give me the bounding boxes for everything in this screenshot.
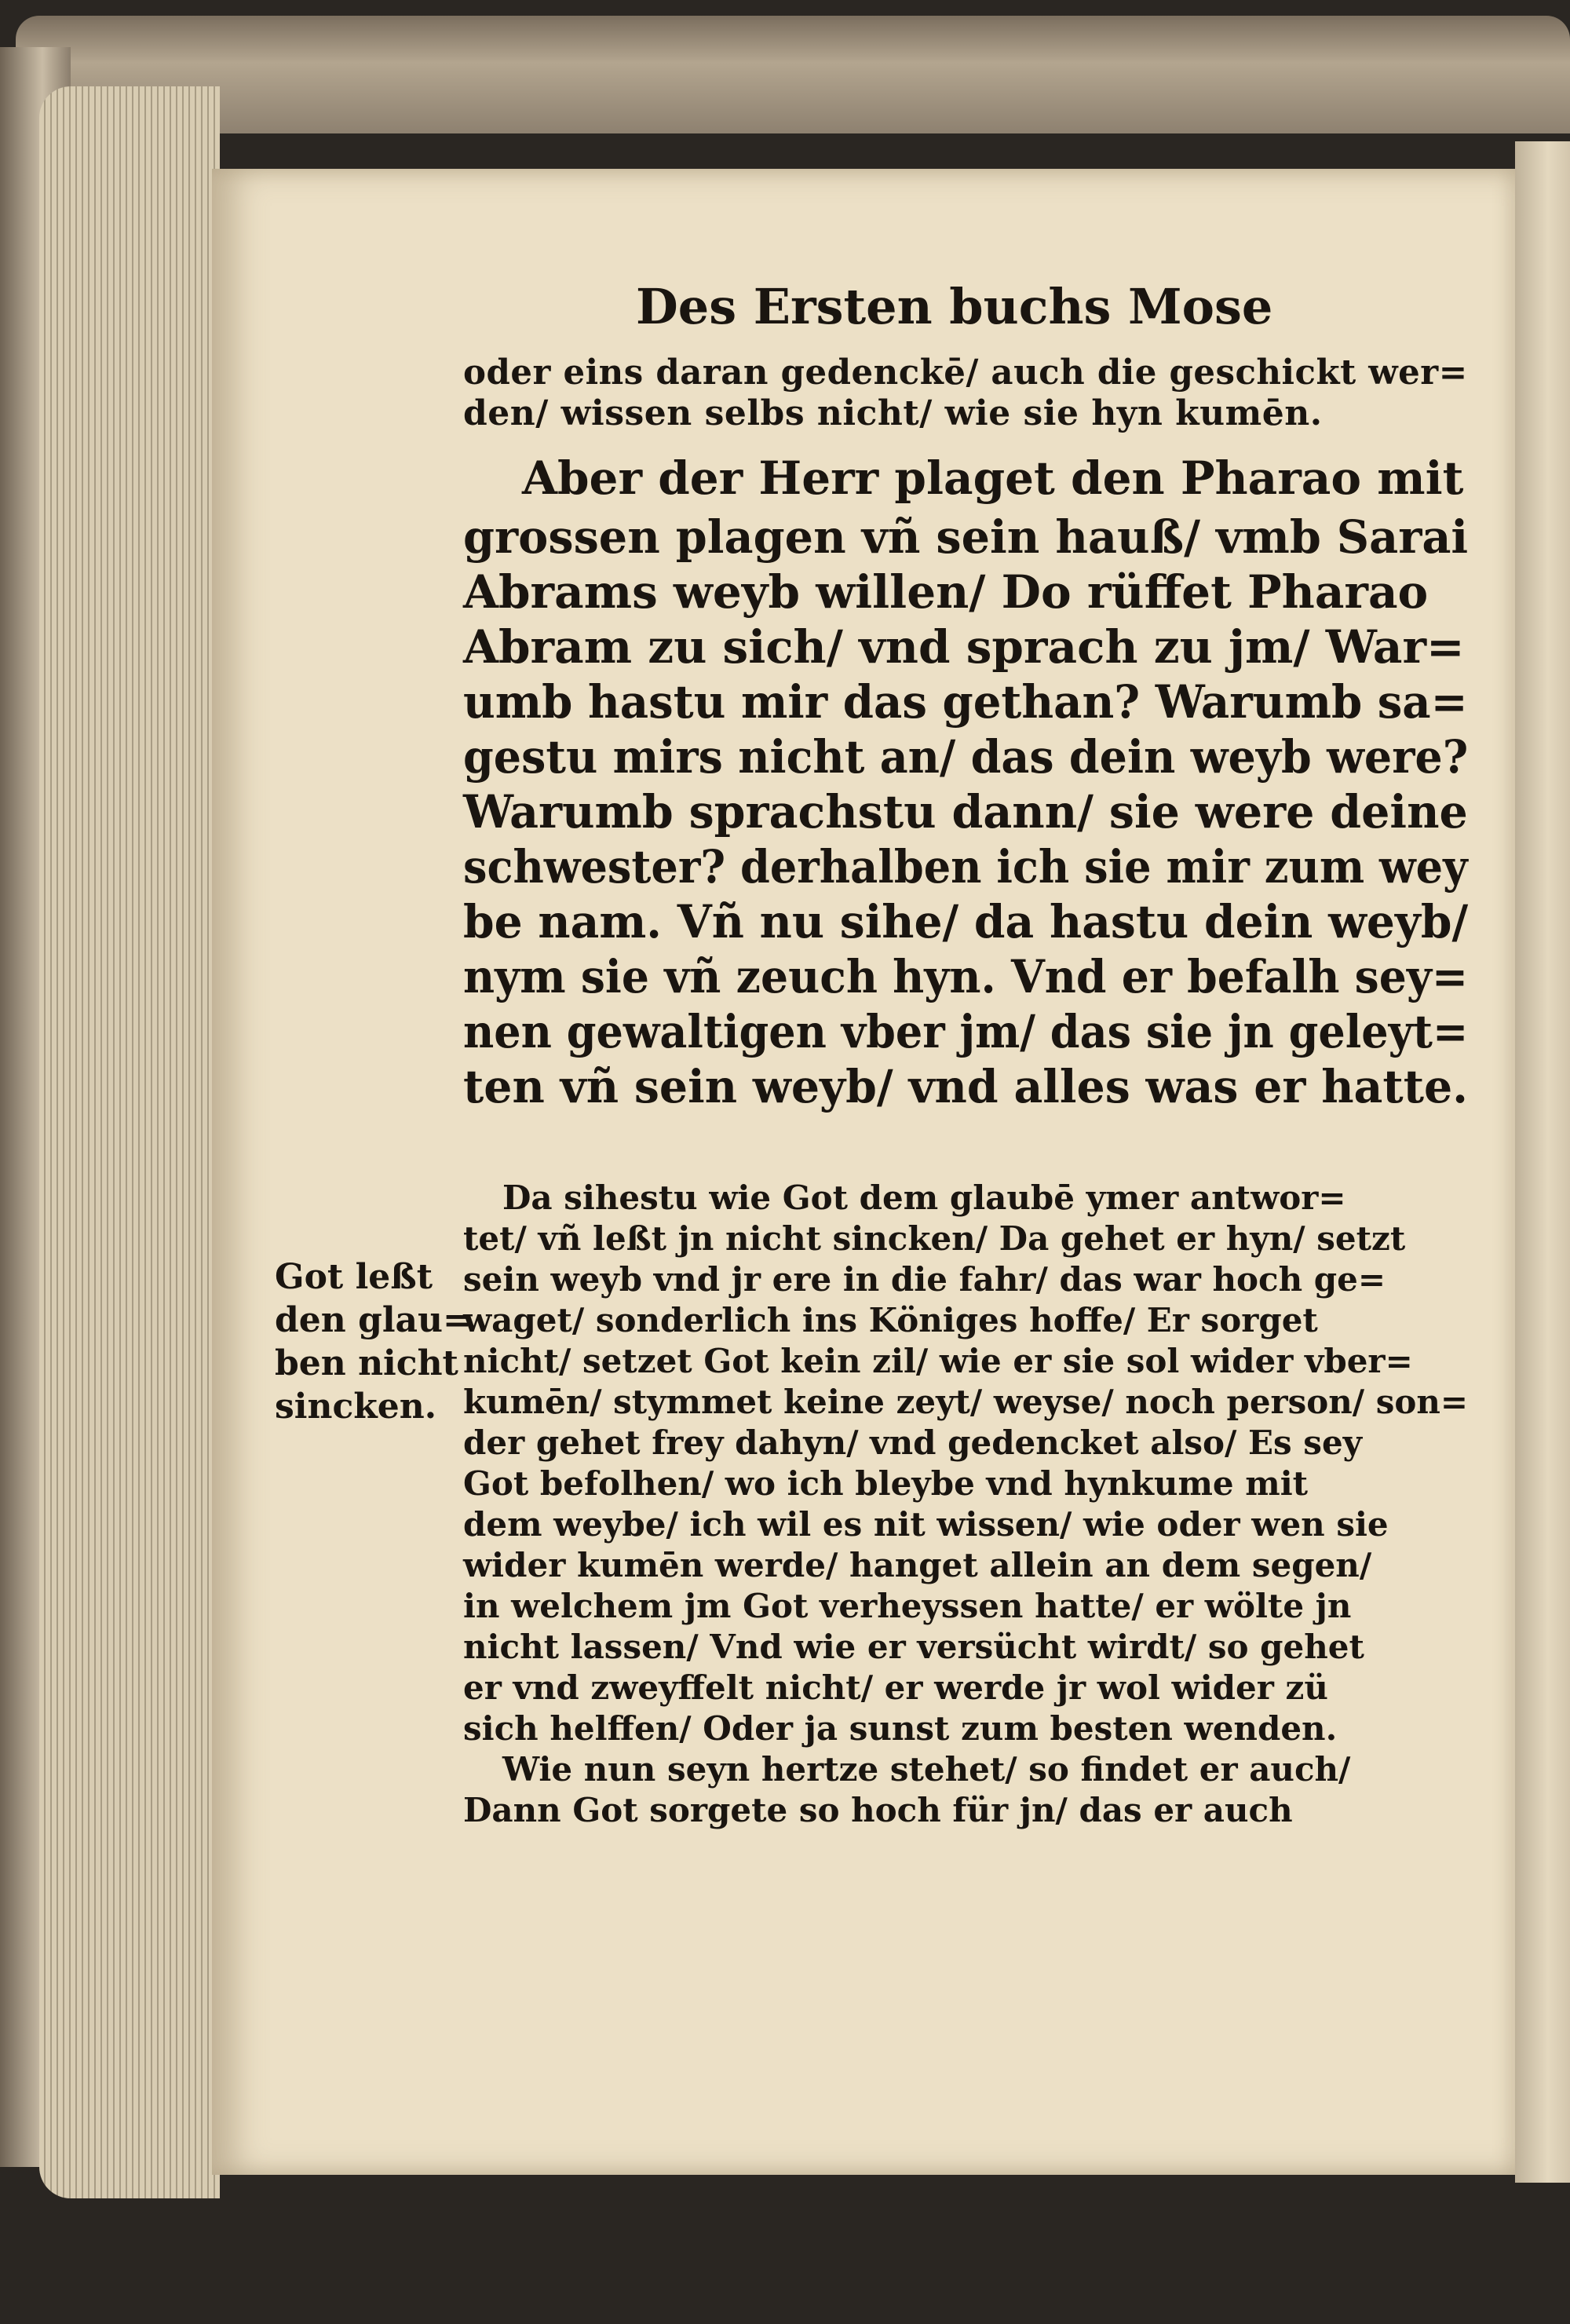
margin-gloss-line: sincken. xyxy=(275,1387,437,1427)
commentary-line: wider kumēn werde/ hanget allein an dem segen/ xyxy=(463,1546,1372,1584)
main-text-line: umb hastu mir das gethan? Warumb sa= xyxy=(463,675,1468,729)
main-text-line: grossen plagen vñ sein hauß/ vmb Sarai xyxy=(463,510,1469,564)
commentary-line: sich helffen/ Oder ja sunst zum besten wenden. xyxy=(463,1709,1338,1748)
main-text-line: be nam. Vñ nu sihe/ da hastu dein weyb/ xyxy=(463,895,1469,948)
page-stack-edges xyxy=(39,86,220,2198)
commentary-line: waget/ sonderlich ins Königes hoffe/ Er sorget xyxy=(463,1301,1318,1339)
commentary-line: Got befolhen/ wo ich bleybe vnd hynkume mit xyxy=(463,1464,1309,1503)
commentary-line: der gehet frey dahyn/ vnd gedencket also/ Es sey xyxy=(463,1423,1363,1462)
commentary-line: Da sihestu wie Got dem glaubē ymer antwor= xyxy=(502,1178,1346,1217)
page-text xyxy=(212,169,1515,2175)
commentary-line: er vnd zweyffelt nicht/ er werde jr wol wider zü xyxy=(463,1668,1328,1707)
commentary-line: nicht lassen/ Vnd wie er versücht wirdt/ so gehet xyxy=(463,1628,1364,1666)
main-text-line: ten vñ sein weyb/ vnd alles was er hatte. xyxy=(463,1060,1468,1113)
book-page xyxy=(212,169,1515,2175)
commentary-line: Wie nun seyn hertze stehet/ so findet er auch/ xyxy=(502,1750,1351,1789)
commentary-line: dem weybe/ ich wil es nit wissen/ wie oder wen sie xyxy=(463,1505,1389,1544)
book-cover-top xyxy=(16,16,1570,133)
main-text-line: schwester? derhalben ich sie mir zum wey xyxy=(463,840,1468,893)
margin-gloss-line: Got leßt xyxy=(275,1257,433,1297)
main-text-line: nym sie vñ zeuch hyn. Vnd er befalh sey= xyxy=(463,950,1469,1003)
intro-line: oder eins daran gedenckē/ auch die geschickt wer= xyxy=(463,353,1468,393)
commentary-line: sein weyb vnd jr ere in die fahr/ das war hoch ge= xyxy=(463,1260,1386,1299)
facing-page-edge xyxy=(1515,141,1570,2183)
main-text-line: Abrams weyb willen/ Do rüffet Pharao xyxy=(463,565,1429,619)
commentary-line: tet/ vñ leßt jn nicht sincken/ Da gehet er hyn/ setzt xyxy=(463,1219,1406,1258)
commentary-line: kumēn/ stymmet keine zeyt/ weyse/ noch person/ son= xyxy=(463,1383,1469,1421)
commentary-line: in welchem jm Got verheyssen hatte/ er wölte jn xyxy=(463,1587,1352,1625)
main-text-line: Abram zu sich/ vnd sprach zu jm/ War= xyxy=(463,620,1465,674)
intro-line: den/ wissen selbs nicht/ wie sie hyn kumēn. xyxy=(463,393,1323,433)
commentary-line: Dann Got sorgete so hoch für jn/ das er auch xyxy=(463,1791,1293,1829)
commentary-line: nicht/ setzet Got kein zil/ wie er sie sol wider vber= xyxy=(463,1342,1413,1380)
margin-gloss-line: ben nicht xyxy=(275,1343,458,1383)
running-head: Des Ersten buchs Mose xyxy=(636,278,1273,335)
main-text-line: Warumb sprachstu dann/ sie were deine xyxy=(463,785,1468,839)
margin-gloss-line: den glau= xyxy=(275,1300,472,1340)
main-text-line: nen gewaltigen vber jm/ das sie jn geleyt= xyxy=(463,1005,1469,1058)
main-text-line: gestu mirs nicht an/ das dein weyb were? xyxy=(463,730,1469,784)
main-text-line: Aber der Herr plaget den Pharao mit xyxy=(522,451,1464,505)
